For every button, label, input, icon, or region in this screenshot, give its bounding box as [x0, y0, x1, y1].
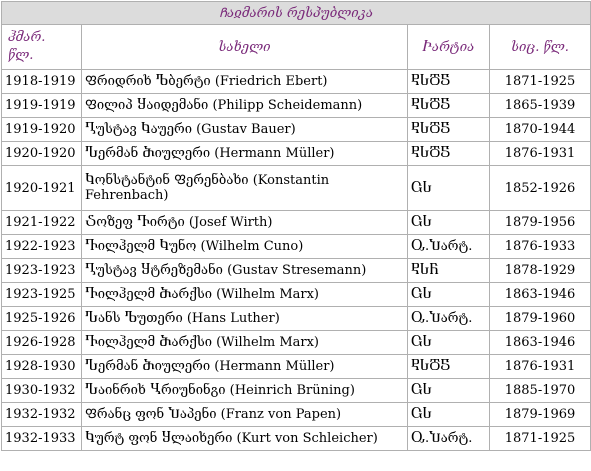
- cell-party: ႺႱ: [408, 331, 490, 355]
- cell-party: ႺႱ: [408, 211, 490, 235]
- cell-name: Ⴉურტ ფონ Ⴘლაიხერი (Kurt von Schleicher): [82, 427, 408, 451]
- cell-life: 1863-1946: [490, 283, 591, 307]
- cell-life: 1878-1929: [490, 259, 591, 283]
- cell-name: Ⴠერმან Ⴋიულერი (Hermann Müller): [82, 142, 408, 166]
- cell-name: Ⴠანს Ⴊუთერი (Hans Luther): [82, 307, 408, 331]
- cell-party: ႺႱ: [408, 403, 490, 427]
- cell-party: ႲႱႣႽ: [408, 70, 490, 94]
- table-row: [2, 403, 591, 427]
- cell-term: 1925-1926: [2, 307, 82, 331]
- cell-life: 1879-1956: [490, 211, 591, 235]
- cell-term: 1932-1933: [2, 427, 82, 451]
- cell-term: 1920-1921: [2, 166, 82, 211]
- cell-term: 1919-1919: [2, 94, 82, 118]
- cell-name: Ⴅილჰელმ Ⴋარქსი (Wilhelm Marx): [82, 283, 408, 307]
- cell-term: 1923-1925: [2, 283, 82, 307]
- cell-term: 1921-1922: [2, 211, 82, 235]
- cell-name: Ფილიპ Ⴘაიდემანი (Philipp Scheidemann): [82, 94, 408, 118]
- table-row: [2, 166, 591, 211]
- cell-name: Ⴅილჰელმ Ⴉუნო (Wilhelm Cuno): [82, 235, 408, 259]
- cell-life: 1876-1933: [490, 235, 591, 259]
- cell-term: 1923-1923: [2, 259, 82, 283]
- header-term-line2: წლ.: [8, 48, 34, 63]
- table-row: [2, 379, 591, 403]
- cell-life: 1871-1925: [490, 427, 591, 451]
- table-row: [2, 142, 591, 166]
- cell-name: Ფრანც ფონ Ⴎაპენი (Franz von Papen): [82, 403, 408, 427]
- cell-name: Ფრიდრიხ Ⴊბერტი (Friedrich Ebert): [82, 70, 408, 94]
- table-row: [2, 94, 591, 118]
- chancellors-table: [1, 1, 591, 451]
- cell-term: 1926-1928: [2, 331, 82, 355]
- cell-life: 1870-1944: [490, 118, 591, 142]
- cell-party: Ⴍ.Ⴎარტ.: [408, 235, 490, 259]
- cell-term: 1932-1932: [2, 403, 82, 427]
- cell-life: 1865-1939: [490, 94, 591, 118]
- table-row: [2, 259, 591, 283]
- cell-name: Ⴅილჰელმ Ⴋარქსი (Wilhelm Marx): [82, 331, 408, 355]
- cell-party: ႲႱႣႽ: [408, 94, 490, 118]
- cell-name: Ⴠერმან Ⴋიულერი (Hermann Müller): [82, 355, 408, 379]
- table-row: [2, 283, 591, 307]
- cell-term: 1918-1919: [2, 70, 82, 94]
- table-title: Ჩაჲმარის რესპუბლიკა: [2, 2, 591, 25]
- cell-party: ႺႱ: [408, 166, 490, 211]
- cell-life: 1885-1970: [490, 379, 591, 403]
- cell-party: Ⴍ.Ⴎარტ.: [408, 307, 490, 331]
- table-row: [2, 211, 591, 235]
- cell-name: Ⴉონსტანტინ Ფერენბახი (Konstantin Fehrenbach): [82, 166, 408, 211]
- header-name: სახელი: [82, 25, 408, 70]
- cell-life: 1871-1925: [490, 70, 591, 94]
- cell-party: ႲႱႣႽ: [408, 142, 490, 166]
- cell-life: 1879-1969: [490, 403, 591, 427]
- cell-name: Ⴂუსტავ Ⴘტრეზემანი (Gustav Stresemann): [82, 259, 408, 283]
- cell-party: ႺႱ: [408, 379, 490, 403]
- cell-party: ႲႱႣႽ: [408, 118, 490, 142]
- cell-party: Ⴍ.Ⴎარტ.: [408, 427, 490, 451]
- cell-life: 1879-1960: [490, 307, 591, 331]
- cell-term: 1919-1920: [2, 118, 82, 142]
- header-row: [2, 25, 591, 70]
- cell-party: ႲႱႬ: [408, 259, 490, 283]
- header-party: Ⴡარტია: [408, 25, 490, 70]
- table-row: [2, 355, 591, 379]
- cell-term: 1930-1932: [2, 379, 82, 403]
- cell-life: 1876-1931: [490, 355, 591, 379]
- cell-term: 1922-1923: [2, 235, 82, 259]
- cell-name: Ⴢოზეფ Ⴅირტი (Josef Wirth): [82, 211, 408, 235]
- table-body: [2, 70, 591, 451]
- header-life: სიც. წლ.: [490, 25, 591, 70]
- cell-term: 1928-1930: [2, 355, 82, 379]
- table-row: [2, 331, 591, 355]
- table-row: [2, 427, 591, 451]
- header-term: [2, 25, 82, 70]
- table-row: [2, 70, 591, 94]
- cell-name: Ⴠაინრიხ Ⴁრიუნინგი (Heinrich Brüning): [82, 379, 408, 403]
- cell-life: 1863-1946: [490, 331, 591, 355]
- cell-life: 1852-1926: [490, 166, 591, 211]
- cell-party: ႺႱ: [408, 283, 490, 307]
- table-row: [2, 307, 591, 331]
- cell-term: 1920-1920: [2, 142, 82, 166]
- cell-life: 1876-1931: [490, 142, 591, 166]
- cell-name: Ⴂუსტავ Ⴉაუერი (Gustav Bauer): [82, 118, 408, 142]
- table-row: [2, 235, 591, 259]
- cell-party: ႲႱႣႽ: [408, 355, 490, 379]
- table-row: [2, 118, 591, 142]
- header-term-line1: ჰმარ.: [8, 30, 46, 45]
